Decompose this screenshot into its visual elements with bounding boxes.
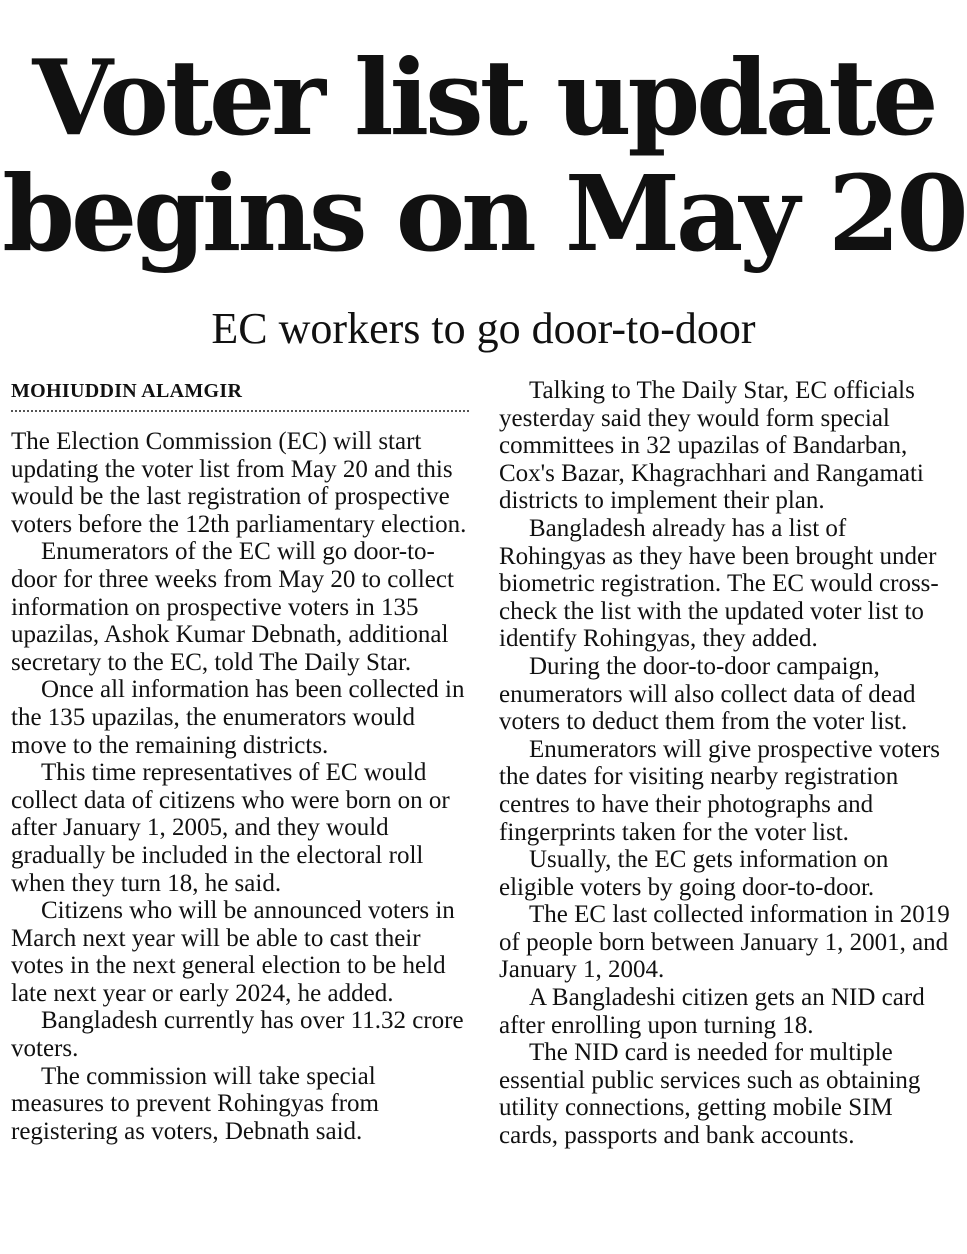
headline — [0, 36, 967, 275]
paragraph: The commission will take special measures to prevent Rohingyas from registering as voters, Debnath said. — [11, 1062, 379, 1145]
article-column-right — [499, 377, 957, 1150]
paragraph: Bangladesh currently has over 11.32 crore voters. — [11, 1007, 464, 1063]
paragraph: Once all information has been collected in the 135 upazilas, the enumerators would move to the remaining districts. — [11, 676, 465, 759]
paragraph: The Election Commission (EC) will start updating the voter list from May 20 and this would be the last registration of prospective voters before the 12th parliamentary election. — [11, 428, 467, 538]
paragraph: Enumerators of the EC will go door-to-door for three weeks from May 20 to collect information on prospective voters in 135 upazilas, Ashok Kumar Debnath, additional secretary to the EC, told The Daily Star. — [11, 538, 454, 676]
paragraph: A Bangladeshi citizen gets an NID card after enrolling upon turning 18. — [499, 984, 925, 1039]
paragraph: The EC last collected information in 2019 of people born between January 1, 2001, and January 1, 2004. — [499, 901, 950, 984]
paragraph: Enumerators will give prospective voters the dates for visiting nearby registration centres to have their photographs and fingerprints taken for the voter list. — [499, 735, 940, 846]
byline: MOHIUDDIN ALAMGIR — [11, 378, 469, 412]
paragraph: Talking to The Daily Star, EC officials yesterday said they would form special committees in 32 upazilas of Bandarban, Cox's Bazar, Khagrachhari and Rangamati districts to implement their plan. — [499, 377, 924, 515]
headline-line-1: Voter list update — [32, 36, 935, 159]
paragraph: This time representatives of EC would collect data of citizens who were born on or after January 1, 2005, and they would gradually be included in the electoral roll when they turn 18, he said. — [11, 759, 450, 897]
headline-line-2: begins on May 20 — [2, 152, 965, 275]
paragraph: The NID card is needed for multiple essential public services such as obtaining utility connections, getting mobile SIM cards, passports and bank accounts. — [499, 1039, 921, 1150]
article-column-left — [11, 428, 473, 1145]
subheadline: EC workers to go door-to-door — [211, 304, 756, 353]
paragraph: Bangladesh already has a list of Rohingyas as they have been brought under biometric registration. The EC would cross-check the list with the updated voter list to identify Rohingyas, they added. — [499, 514, 939, 653]
paragraph: During the door-to-door campaign, enumerators will also collect data of dead voters to deduct them from the voter list. — [499, 652, 916, 736]
paragraph: Usually, the EC gets information on eligible voters by going door-to-door. — [499, 846, 889, 901]
paragraph: Citizens who will be announced voters in March next year will be able to cast their votes in the next general election to be held late next year or early 2024, he added. — [11, 897, 455, 1007]
